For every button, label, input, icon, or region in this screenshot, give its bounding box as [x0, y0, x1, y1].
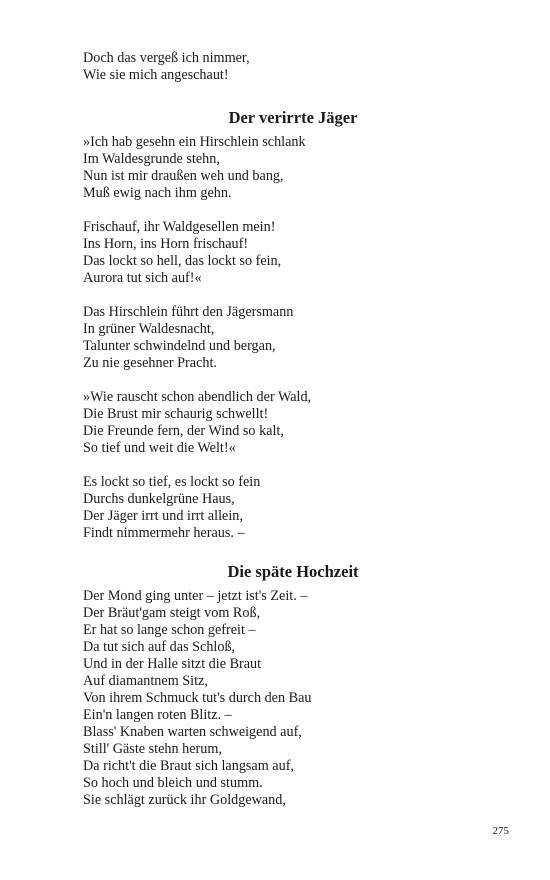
verse-line: Der Bräut'gam steigt vom Roß,	[83, 605, 261, 621]
poem-title: Der verirrte Jäger	[228, 108, 358, 127]
verse-line: Von ihrem Schmuck tut's durch den Bau	[83, 690, 312, 706]
verse-line: So hoch und bleich und stumm.	[83, 775, 263, 791]
verse-line: »Ich hab gesehn ein Hirschlein schlank	[83, 134, 306, 150]
verse-line: Zu nie gesehner Pracht.	[83, 355, 217, 371]
verse-line: Die Brust mir schaurig schwellt!	[83, 406, 269, 422]
verse-line: Und in der Halle sitzt die Braut	[83, 656, 262, 672]
verse-line: Still' Gäste stehn herum,	[83, 741, 222, 757]
verse-line: Muß ewig nach ihm gehn.	[83, 185, 232, 201]
verse-line: Im Waldesgrunde stehn,	[83, 151, 220, 167]
verse-line: Aurora tut sich auf!«	[83, 270, 202, 286]
verse-line: Der Jäger irrt und irrt allein,	[83, 508, 243, 524]
verse-line: So tief und weit die Welt!«	[83, 440, 236, 456]
verse-line: Doch das vergeß ich nimmer,	[83, 50, 250, 66]
stanza	[83, 219, 503, 287]
stanza-gap	[83, 287, 503, 304]
poem-title: Die späte Hochzeit	[227, 562, 359, 581]
verse-line: Ins Horn, ins Horn frischauf!	[83, 236, 249, 252]
verse-line: Es lockt so tief, es lockt so fein	[83, 474, 261, 490]
verse-line: Talunter schwindelnd und bergan,	[83, 338, 276, 354]
stanza-gap	[83, 202, 503, 219]
verse-line: Er hat so lange schon gefreit –	[83, 622, 256, 638]
verse-line: In grüner Waldesnacht,	[83, 321, 215, 337]
verse-line: Nun ist mir draußen weh und bang,	[83, 168, 284, 184]
verse-line: Frischauf, ihr Waldgesellen mein!	[83, 219, 276, 235]
verse-line: Durchs dunkelgrüne Haus,	[83, 491, 235, 507]
verse-line: Findt nimmermehr heraus. –	[83, 525, 245, 541]
stanza	[83, 134, 503, 202]
verse-line: Die Freunde fern, der Wind so kalt,	[83, 423, 284, 439]
stanza	[83, 474, 503, 542]
verse-line: Ein'n langen roten Blitz. –	[83, 707, 232, 723]
verse-line: Sie schlägt zurück ihr Goldgewand,	[83, 792, 286, 808]
previous-poem-ending	[83, 50, 503, 84]
poem-body	[83, 134, 503, 542]
stanza-gap	[83, 457, 503, 474]
stanza	[83, 304, 503, 372]
poem-body	[83, 588, 503, 809]
verse-line: Blass' Knaben warten schweigend auf,	[83, 724, 302, 740]
verse-line: Da richt't die Braut sich langsam auf,	[83, 758, 294, 774]
verse-line: Der Mond ging unter – jetzt ist's Zeit. –	[83, 588, 308, 604]
verse-line: Auf diamantnem Sitz,	[83, 673, 208, 689]
page-number: 275	[492, 825, 509, 837]
verse-line: Wie sie mich angeschaut!	[83, 67, 229, 83]
stanza-gap	[83, 372, 503, 389]
verse-line: »Wie rauscht schon abendlich der Wald,	[83, 389, 312, 405]
verse-line: Das Hirschlein führt den Jägersmann	[83, 304, 294, 320]
verse-line: Da tut sich auf das Schloß,	[83, 639, 236, 655]
stanza	[83, 389, 503, 457]
verse-line: Das lockt so hell, das lockt so fein,	[83, 253, 282, 269]
